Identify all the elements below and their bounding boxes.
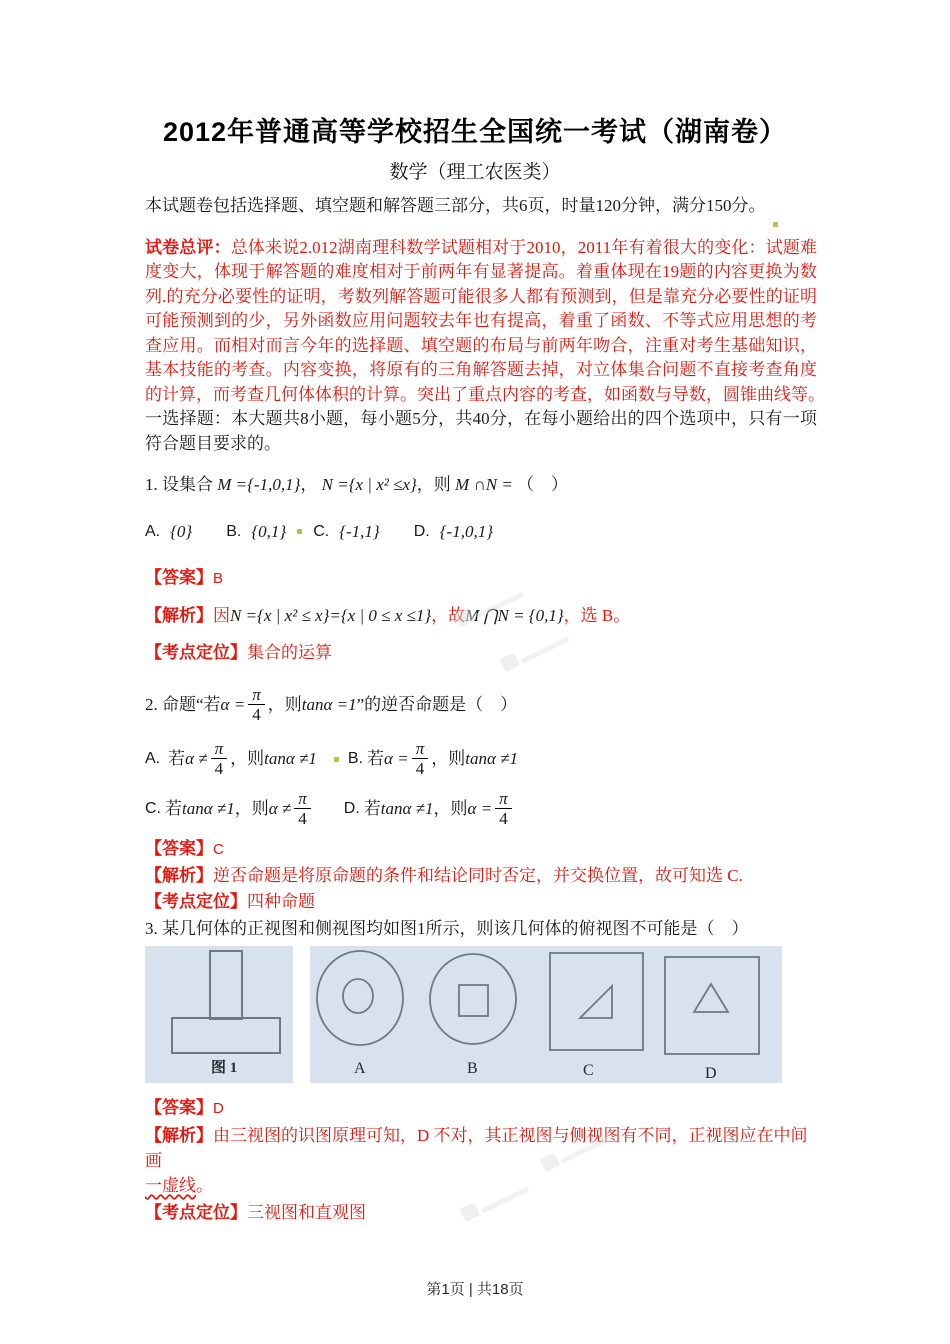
option-b-value: {0,1}: [251, 521, 287, 541]
option-a-label: A.: [145, 749, 161, 767]
review-red-text: 总体来说2.012湖南理科数学试题相对于2010，2011年有着很大的变化：试题难度变大，体现于解答题的难度相对于前两年有显著提高。着重体现在19题的内容更换为数列.的充分必要性的证明，考数列解答题可能很多人都有预测到，但是靠充分必要性的证明可能预测到的少，另外函数应用问题较去年也有提高，着重了函数、不等式应用思想的考查应用。而相对而言今年的选择题、填空题的布局与前两年吻合，注重对考生基础知识，基本技能的考查。内容变换，将原有的三角解答题去掉，对立体集合问题不直接考查角度的计算，而考查几何体体积的计算。突出了重点内容的考查，如函数与导数，圆锥曲线等。: [145, 237, 818, 404]
separator: ，: [300, 475, 318, 494]
stem-text: ，则: [267, 694, 302, 714]
math-tan-neq: tanα ≠1: [264, 748, 317, 768]
fraction-numerator: π: [211, 739, 228, 759]
proof-mark: [334, 757, 339, 762]
question-1-analysis: [145, 601, 817, 631]
fraction-denominator: 4: [415, 759, 425, 778]
math-n-solve: N ={x | x² ≤ x}={x | 0 ≤ x ≤1}: [230, 606, 432, 625]
intro-paragraph: [145, 194, 817, 219]
math-alpha-neq: α ≠: [185, 748, 208, 768]
t-shape-top-rect: [210, 951, 242, 1019]
question-number: 1.: [145, 475, 158, 494]
fraction-pi-4: [495, 789, 512, 829]
answer-value: C: [213, 841, 224, 858]
option-c-label: C.: [145, 799, 161, 817]
fraction-denominator: 4: [499, 809, 508, 828]
separator: ，则: [416, 475, 451, 494]
math-tan-eq: tanα =1: [301, 694, 357, 714]
option-d-value: {-1,0,1}: [439, 521, 493, 541]
stem-text: 设集合: [162, 475, 213, 494]
answer-paren: （ ）: [517, 475, 569, 494]
page-title: 2012年普通高等学校招生全国统一考试（湖南卷）: [162, 117, 788, 147]
page-subtitle: 数学（理工农医类）: [389, 162, 561, 183]
math-intersection: M ∩N =: [455, 475, 513, 494]
question-3-analysis: [145, 1123, 817, 1198]
option-a-outer-circle: [317, 951, 403, 1045]
question-3-answer: [145, 1096, 817, 1121]
figure-panel-top-view-options: [310, 946, 782, 1083]
fraction-numerator: π: [495, 789, 512, 809]
keypoint-label: 【考点定位】: [145, 1203, 247, 1222]
option-a-value: {0}: [170, 521, 193, 541]
math-alpha-eq: α =: [220, 694, 246, 714]
math-tan-neq: tanα ≠1: [465, 748, 518, 768]
analysis-text-wavy-underline: 一虚线: [145, 1176, 196, 1195]
t-shape-view-drawing: [145, 946, 293, 1083]
option-c-value: {-1,1}: [339, 521, 380, 541]
option-c-figure-label: C: [583, 1062, 594, 1079]
option-b-inner-square: [459, 985, 488, 1016]
option-d-label: D.: [343, 799, 360, 817]
figure-label: 图 1: [211, 1060, 238, 1076]
math-alpha-eq: α =: [384, 748, 409, 768]
math-tan-neq: tanα ≠1: [182, 798, 235, 818]
page-number-text: 第1页 | 共18页: [426, 1281, 524, 1298]
stem-text: 某几何体的正视图和侧视图均如图1所示，则该几何体的俯视图不可能是（ ）: [162, 919, 749, 938]
option-a-figure-label: A: [354, 1060, 366, 1077]
question-1-stem: [145, 473, 817, 498]
keypoint-label: 【考点定位】: [145, 643, 247, 662]
option-b-figure-label: B: [467, 1060, 478, 1077]
fraction-denominator: 4: [252, 705, 261, 724]
answer-label: 【答案】: [145, 1098, 213, 1117]
question-3-keypoint: [145, 1200, 817, 1225]
page-footer: [0, 1278, 950, 1303]
question-2-answer: [145, 837, 817, 862]
fraction-denominator: 4: [298, 809, 307, 828]
math-alpha-eq: α =: [467, 798, 493, 818]
stem-text: 命题“若: [162, 694, 221, 714]
option-d-text: ，则: [433, 798, 468, 818]
option-a-label: A.: [145, 522, 161, 540]
answer-value: B: [213, 570, 224, 587]
fraction-denominator: 4: [214, 759, 224, 778]
question-2-options-row-2: [145, 785, 817, 833]
option-a-text: 若: [168, 748, 186, 768]
option-c-label: C.: [313, 522, 330, 540]
analysis-text: 。: [196, 1176, 213, 1195]
keypoint-label: 【考点定位】: [145, 892, 247, 911]
figure-1: [145, 946, 825, 1086]
option-c-text: 若: [165, 798, 182, 818]
stem-text: ”的逆否命题是（ ）: [356, 694, 518, 714]
review-black-text: 一选择题：本大题共8小题，每小题5分，共40分，在每小题给出的四个选项中，只有一项符合题目要求的。: [145, 384, 834, 453]
fraction-pi-4: [294, 789, 311, 829]
option-a-inner-circle: [343, 979, 373, 1013]
question-3-stem: [145, 916, 817, 942]
review-paragraph: [145, 236, 834, 457]
option-b-label: B.: [347, 749, 364, 767]
option-b-outer-circle: [430, 954, 516, 1044]
review-label: 试卷总评：: [145, 237, 231, 257]
keypoint-value: 三视图和直观图: [247, 1203, 366, 1222]
option-c-text: ，则: [234, 798, 269, 818]
option-b-text: ，则: [431, 748, 466, 768]
keypoint-value: 集合的运算: [247, 643, 332, 662]
question-number: 3.: [145, 919, 158, 938]
t-shape-base-rect: [172, 1018, 280, 1053]
fraction-numerator: π: [248, 685, 265, 705]
analysis-label: 【解析】: [145, 1126, 213, 1145]
fraction-numerator: π: [412, 739, 429, 759]
option-d-text: 若: [363, 798, 381, 818]
option-d-label: D.: [413, 522, 430, 540]
answer-label: 【答案】: [145, 568, 213, 587]
analysis-text: 由三视图的识图原理可知，D 不对，其正视图与侧视图有不同，正视图应在中间画: [145, 1126, 808, 1170]
analysis-text: ，故: [431, 606, 466, 625]
question-2-analysis: [145, 864, 817, 888]
question-2-options-row-1: [145, 735, 817, 783]
intro-text: 本试题卷包括选择题、填空题和解答题三部分，共6页，时量120分钟，满分150分。: [145, 196, 766, 215]
proof-mark: [773, 222, 778, 227]
option-d-triangle: [694, 984, 728, 1012]
math-mn-result: M ⋂N = {0,1}: [465, 606, 564, 625]
option-b-label: B.: [226, 522, 242, 540]
math-set-m: M ={-1,0,1}: [217, 475, 301, 494]
answer-value: D: [213, 1100, 224, 1117]
question-2-keypoint: [145, 890, 817, 914]
math-tan-neq: tanα ≠1: [380, 798, 434, 818]
fraction-pi-4: [211, 739, 228, 779]
question-1-keypoint: [145, 641, 817, 665]
analysis-label: 【解析】: [145, 866, 213, 885]
question-2-stem: [145, 681, 817, 729]
option-a-text: ，则: [230, 748, 265, 768]
top-view-options-drawing: [310, 946, 782, 1083]
analysis-text: 逆否命题是将原命题的条件和结论同时否定，并交换位置，故可知选 C.: [213, 866, 743, 885]
option-d-square: [665, 957, 759, 1054]
option-b-text: 若: [367, 748, 385, 768]
option-c-right-triangle: [580, 986, 612, 1018]
figure-panel-front-side-view: [145, 946, 293, 1083]
analysis-text: ，选 B。: [563, 606, 631, 625]
fraction-pi-4: [248, 685, 265, 725]
math-set-n: N ={x | x² ≤x}: [321, 475, 417, 494]
analysis-label: 【解析】: [145, 606, 213, 625]
analysis-text: 因: [213, 606, 230, 625]
answer-label: 【答案】: [145, 839, 213, 858]
math-alpha-neq: α ≠: [268, 798, 292, 818]
fraction-numerator: π: [294, 789, 311, 809]
question-1-answer: [145, 566, 817, 591]
keypoint-value: 四种命题: [247, 892, 315, 911]
question-1-options: [145, 520, 817, 545]
option-d-figure-label: D: [705, 1065, 717, 1082]
fraction-pi-4: [412, 739, 429, 779]
question-number: 2.: [145, 694, 158, 714]
proof-mark: [297, 529, 302, 534]
